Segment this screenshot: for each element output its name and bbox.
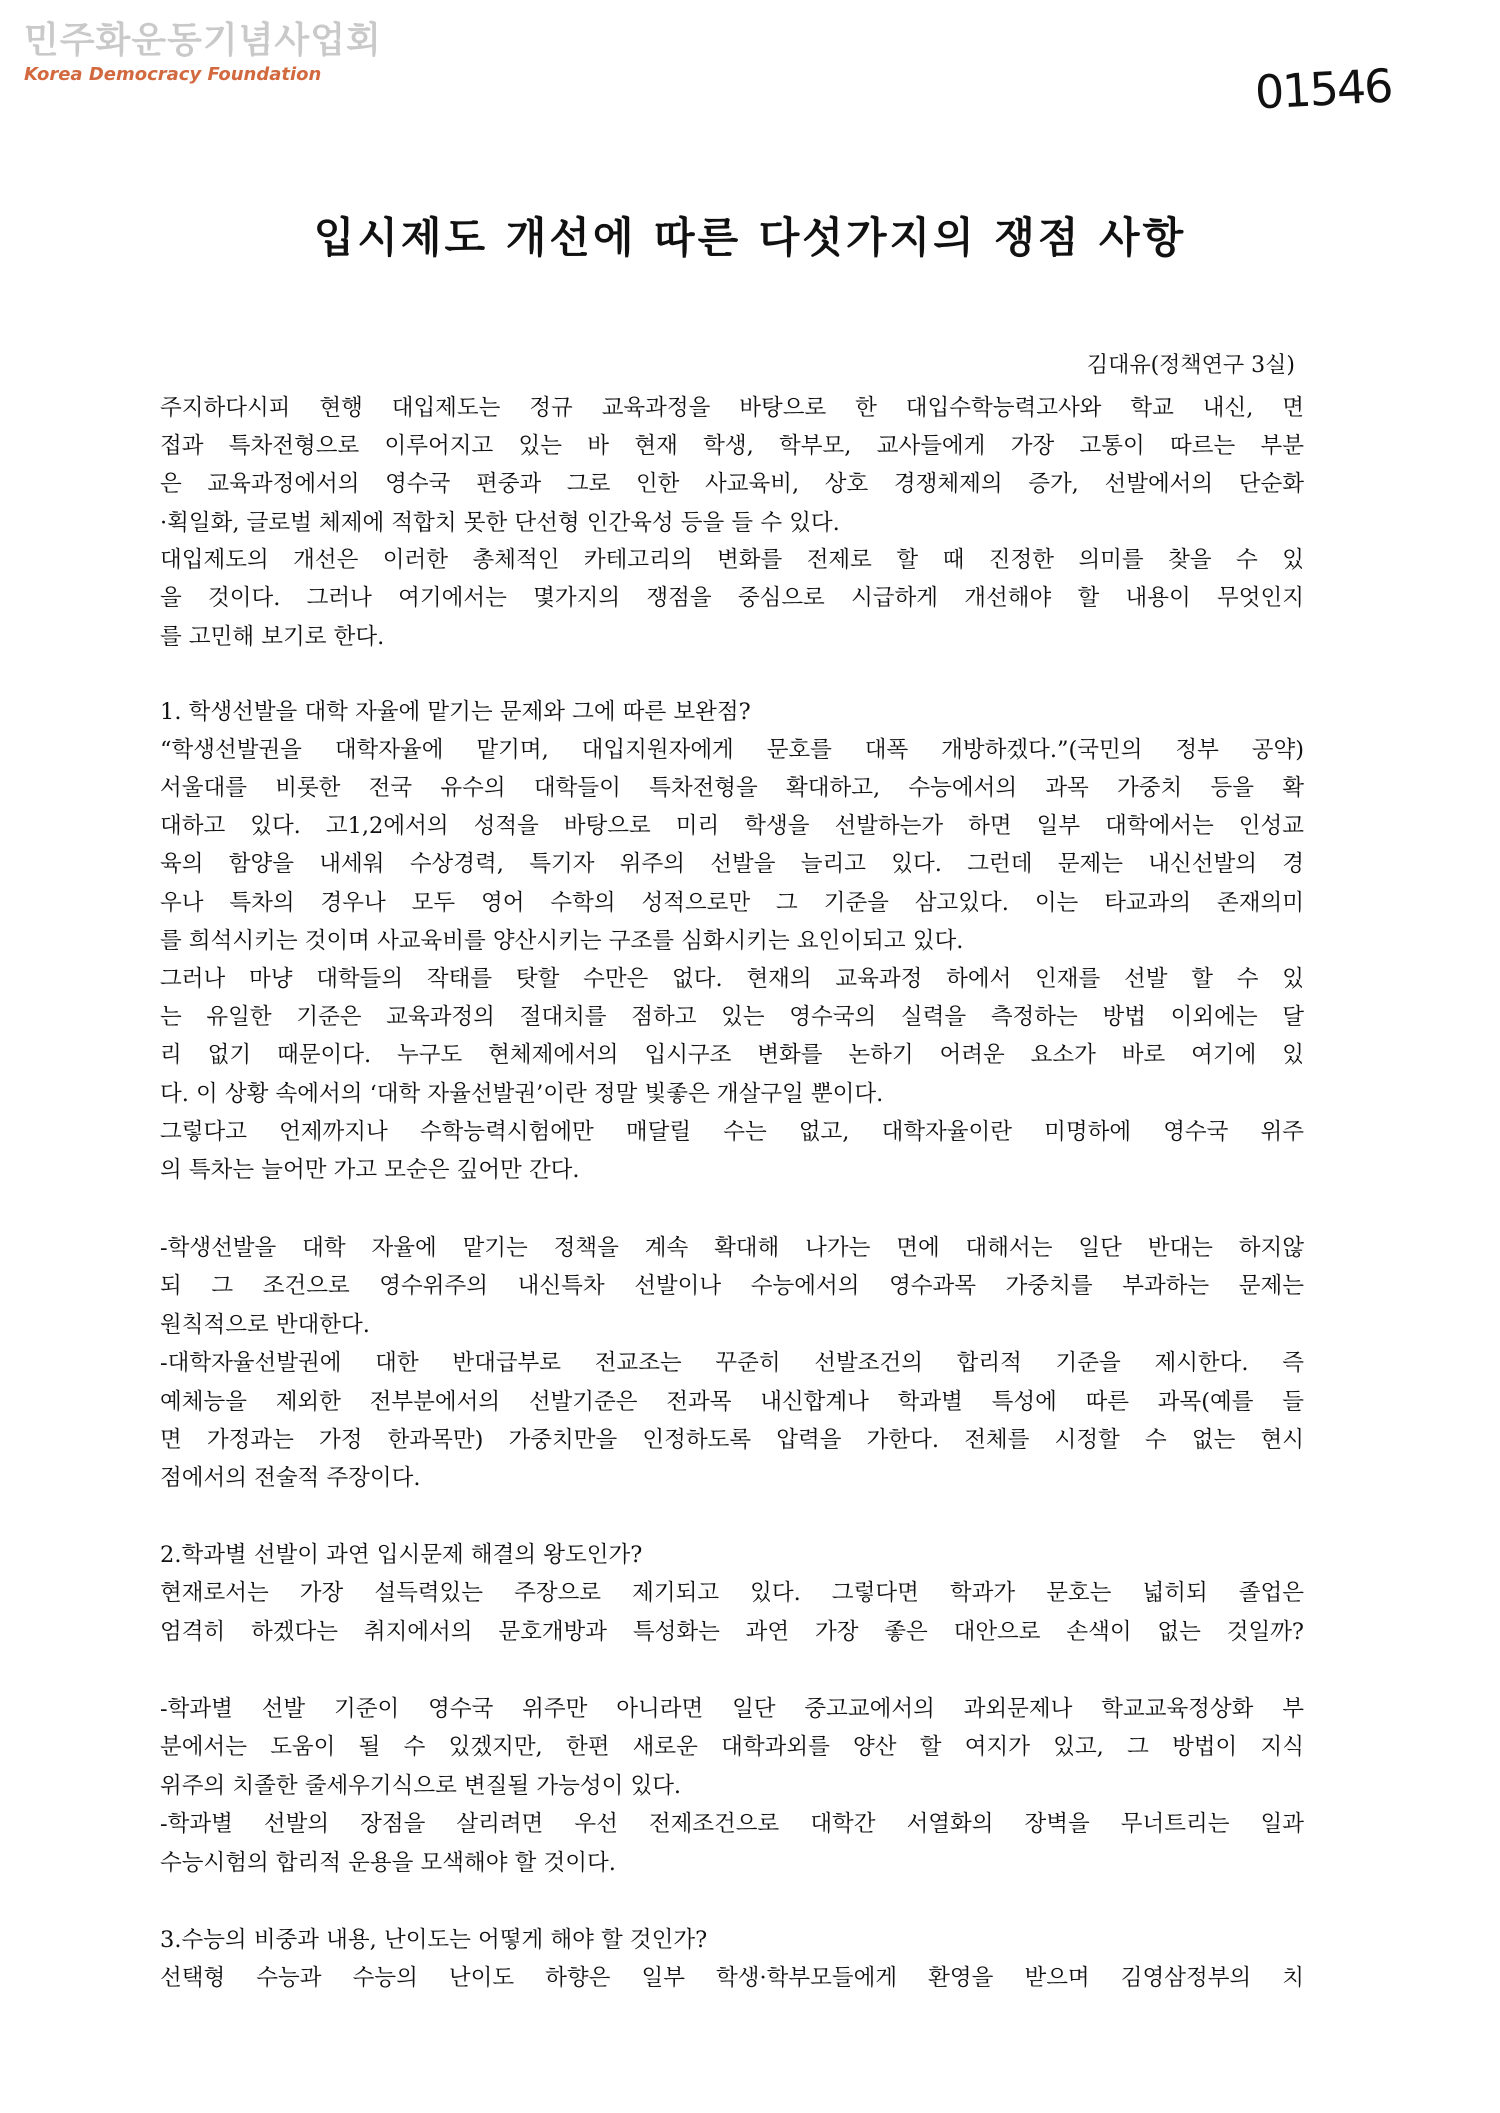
- body-line: 그러나 마냥 대학들의 작태를 탓할 수만은 없다. 현재의 교육과정 하에서 인재를 선발 할 수 있: [160, 966, 1304, 992]
- watermark-korean: 민주화운동기념사업회: [24, 20, 382, 61]
- body-line: 주지하다시피 현행 대입제도는 정규 교육과정을 바탕으로 한 대입수학능력고사와 학교 내신, 면: [160, 395, 1304, 421]
- body-line: -학과별 선발 기준이 영수국 위주만 아니라면 일단 중고교에서의 과외문제나 학교교육정상화 부: [160, 1696, 1304, 1722]
- body-line: 은 교육과정에서의 영수국 편중과 그로 인한 사교육비, 상호 경쟁체제의 증가, 선발에서의 단순화: [160, 471, 1304, 497]
- document-title: 입시제도 개선에 따른 다섯가지의 쟁점 사항: [313, 213, 1187, 262]
- body-line: 우나 특차의 경우나 모두 영어 수학의 성적으로만 그 기준을 삼고있다. 이는 타교과의 존재의미: [160, 890, 1304, 916]
- body-line: 그렇다고 언제까지나 수학능력시험에만 매달릴 수는 없고, 대학자율이란 미명하에 영수국 위주: [160, 1119, 1304, 1145]
- body-line: 예체능을 제외한 전부분에서의 선발기준은 전과목 내신합계나 학과별 특성에 따른 과목(예를 들: [160, 1389, 1304, 1415]
- body-line: 선택형 수능과 수능의 난이도 하향은 일부 학생·학부모들에게 환영을 받으며 김영삼정부의 치: [160, 1965, 1304, 1991]
- body-line: 분에서는 도움이 될 수 있겠지만, 한편 새로운 대학과외를 양산 할 여지가 있고, 그 방법이 지식: [160, 1734, 1304, 1760]
- body-line: 현재로서는 가장 설득력있는 주장으로 제기되고 있다. 그렇다면 학과가 문호는 넓히되 졸업은: [160, 1580, 1304, 1606]
- body-line: 접과 특차전형으로 이루어지고 있는 바 현재 학생, 학부모, 교사들에게 가장 고통이 따르는 부분: [160, 433, 1304, 459]
- body-line: 리 없기 때문이다. 누구도 현체제에서의 입시구조 변화를 논하기 어려운 요소가 바로 여기에 있: [160, 1042, 1304, 1068]
- body-line: 다. 이 상황 속에서의 ‘대학 자율선발권’이란 정말 빛좋은 개살구일 뿐이다.: [160, 1081, 884, 1107]
- body-line: 엄격히 하겠다는 취지에서의 문호개방과 특성화는 과연 가장 좋은 대안으로 손색이 없는 것일까?: [160, 1619, 1304, 1645]
- author-line: 김대유(정책연구 3실): [1086, 353, 1295, 378]
- body-line: 2.학과별 선발이 과연 입시문제 해결의 왕도인가?: [160, 1542, 643, 1568]
- body-line: 대하고 있다. 고1,2에서의 성적을 바탕으로 미리 학생을 선발하는가 하면 일부 대학에서는 인성교: [160, 813, 1304, 839]
- body-line: 원칙적으로 반대한다.: [160, 1312, 370, 1338]
- watermark-english: Korea Democracy Foundation: [24, 64, 322, 85]
- body-line: 는 유일한 기준은 교육과정의 절대치를 점하고 있는 영수국의 실력을 측정하는 방법 이외에는 달: [160, 1004, 1304, 1030]
- body-line: 되 그 조건으로 영수위주의 내신특차 선발이나 수능에서의 영수과목 가중치를 부과하는 문제는: [160, 1273, 1304, 1299]
- body-line: -학생선발을 대학 자율에 맡기는 정책을 계속 확대해 나가는 면에 대해서는 일단 반대는 하지않: [160, 1235, 1304, 1261]
- body-line: -학과별 선발의 장점을 살리려면 우선 전제조건으로 대학간 서열화의 장벽을 무너트리는 일과: [160, 1811, 1304, 1837]
- body-line: 를 희석시키는 것이며 사교육비를 양산시키는 구조를 심화시키는 요인이되고 있다.: [160, 928, 964, 954]
- body-line: 점에서의 전술적 주장이다.: [160, 1465, 421, 1491]
- body-line: 면 가정과는 가정 한과목만) 가중치만을 인정하도록 압력을 가한다. 전체를 시정할 수 없는 현시: [160, 1427, 1304, 1453]
- body-line: 의 특차는 늘어만 가고 모순은 깊어만 간다.: [160, 1157, 580, 1183]
- foundation-watermark: [24, 20, 382, 86]
- body-line: 를 고민해 보기로 한다.: [160, 624, 385, 650]
- body-line: ·획일화, 글로벌 체제에 적합치 못한 단선형 인간육성 등을 들 수 있다.: [160, 510, 840, 536]
- body-line: 을 것이다. 그러나 여기에서는 몇가지의 쟁점을 중심으로 시급하게 개선해야 할 내용이 무엇인지: [160, 585, 1304, 611]
- body-line: 육의 함양을 내세워 수상경력, 특기자 위주의 선발을 늘리고 있다. 그런데 문제는 내신선발의 경: [160, 851, 1304, 877]
- body-line: 1. 학생선발을 대학 자율에 맡기는 문제와 그에 따른 보완점?: [160, 699, 751, 725]
- handwritten-document-number: 01546: [1253, 58, 1393, 120]
- body-line: 서울대를 비롯한 전국 유수의 대학들이 특차전형을 확대하고, 수능에서의 과목 가중치 등을 확: [160, 775, 1304, 801]
- body-line: “학생선발권을 대학자율에 맡기며, 대입지원자에게 문호를 대폭 개방하겠다.”(국민의 정부 공약): [160, 737, 1304, 763]
- body-line: 수능시험의 합리적 운용을 모색해야 할 것이다.: [160, 1850, 616, 1876]
- body-line: -대학자율선발권에 대한 반대급부로 전교조는 꾸준히 선발조건의 합리적 기준을 제시한다. 즉: [160, 1350, 1304, 1376]
- body-line: 대입제도의 개선은 이러한 총체적인 카테고리의 변화를 전제로 할 때 진정한 의미를 찾을 수 있: [160, 547, 1304, 573]
- body-line: 위주의 치졸한 줄세우기식으로 변질될 가능성이 있다.: [160, 1773, 682, 1799]
- body-line: 3.수능의 비중과 내용, 난이도는 어떻게 해야 할 것인가?: [160, 1927, 708, 1953]
